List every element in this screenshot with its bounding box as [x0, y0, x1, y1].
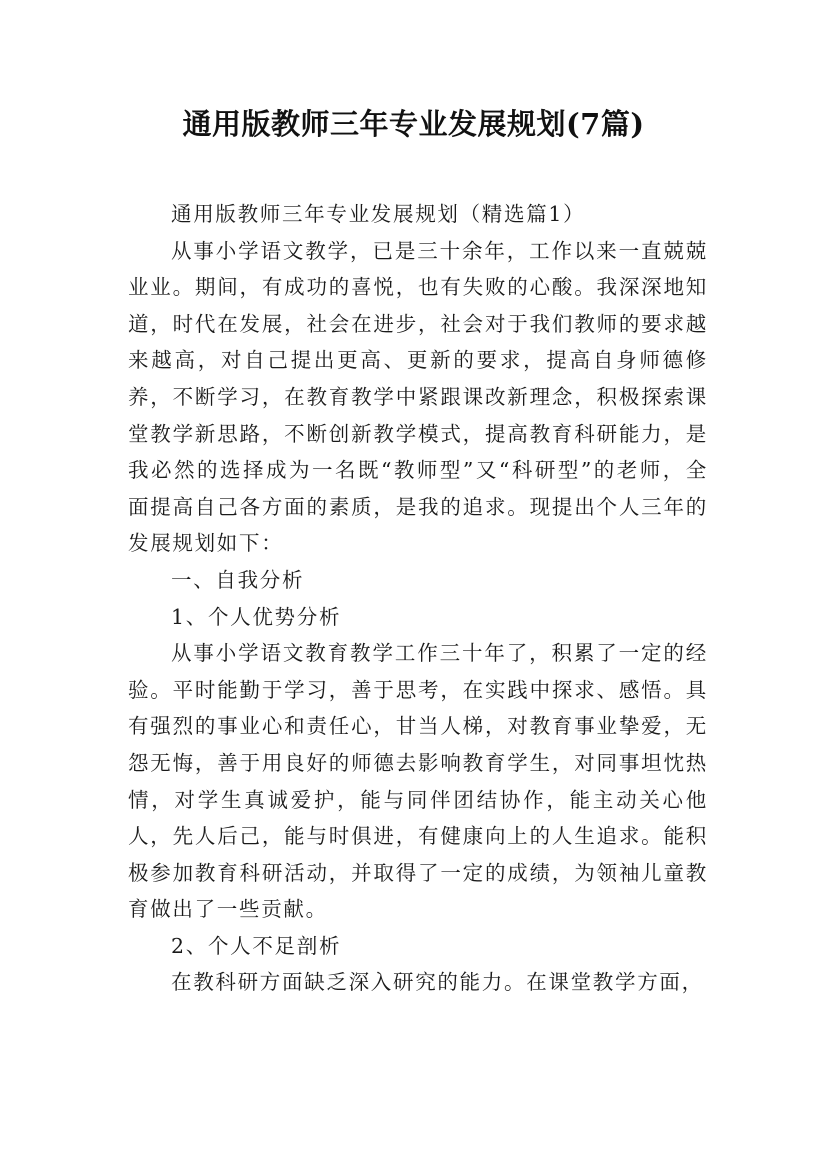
- part1-heading: 一、自我分析: [171, 567, 305, 592]
- section-heading: 通用版教师三年专业发展规划（精选篇1）: [171, 202, 586, 226]
- intro-paragraph: 从事小学语文教学，已是三十余年，工作以来一直兢兢业业。期间，有成功的喜悦，也有失败的心酸。我深深地知道，时代在发展，社会在进步，社会对于我们教师的要求越来越高，对自己提出更高、更新的要求，提高自身师德修养，不断学习，在教育教学中紧跟课改新理念，积极探索课堂教学新思路，不断创新教学模式，提高教育科研能力，是我必然的选择成为一名既“教师型”又“科研型”的老师，全面提高自己各方面的素质，是我的追求。现提出个人三年的发展规划如下：: [128, 238, 708, 556]
- weaknesses-heading: 2、个人不足剖析: [171, 933, 342, 958]
- document-title: 通用版教师三年专业发展规划(7篇): [182, 107, 645, 141]
- strengths-paragraph: 从事小学语文教育教学工作三十年了，积累了一定的经验。平时能勤于学习，善于思考，在实践中探求、感悟。具有强烈的事业心和责任心，甘当人梯，对教育事业挚爱，无怨无悔，善于用良好的师德去影响教育学生，对同事坦忱热情，对学生真诚爱护，能与同伴团结协作，能主动关心他人，先人后己，能与时俱进，有健康向上的人生追求。能积极参加教育科研活动，并取得了一定的成绩，为领袖儿童教育做出了一些贡献。: [128, 641, 708, 922]
- strengths-heading: 1、个人优势分析: [171, 604, 342, 629]
- weaknesses-paragraph: 在教科研方面缺乏深入研究的能力。在课堂教学方面，: [171, 970, 704, 995]
- document-body: [128, 196, 708, 1001]
